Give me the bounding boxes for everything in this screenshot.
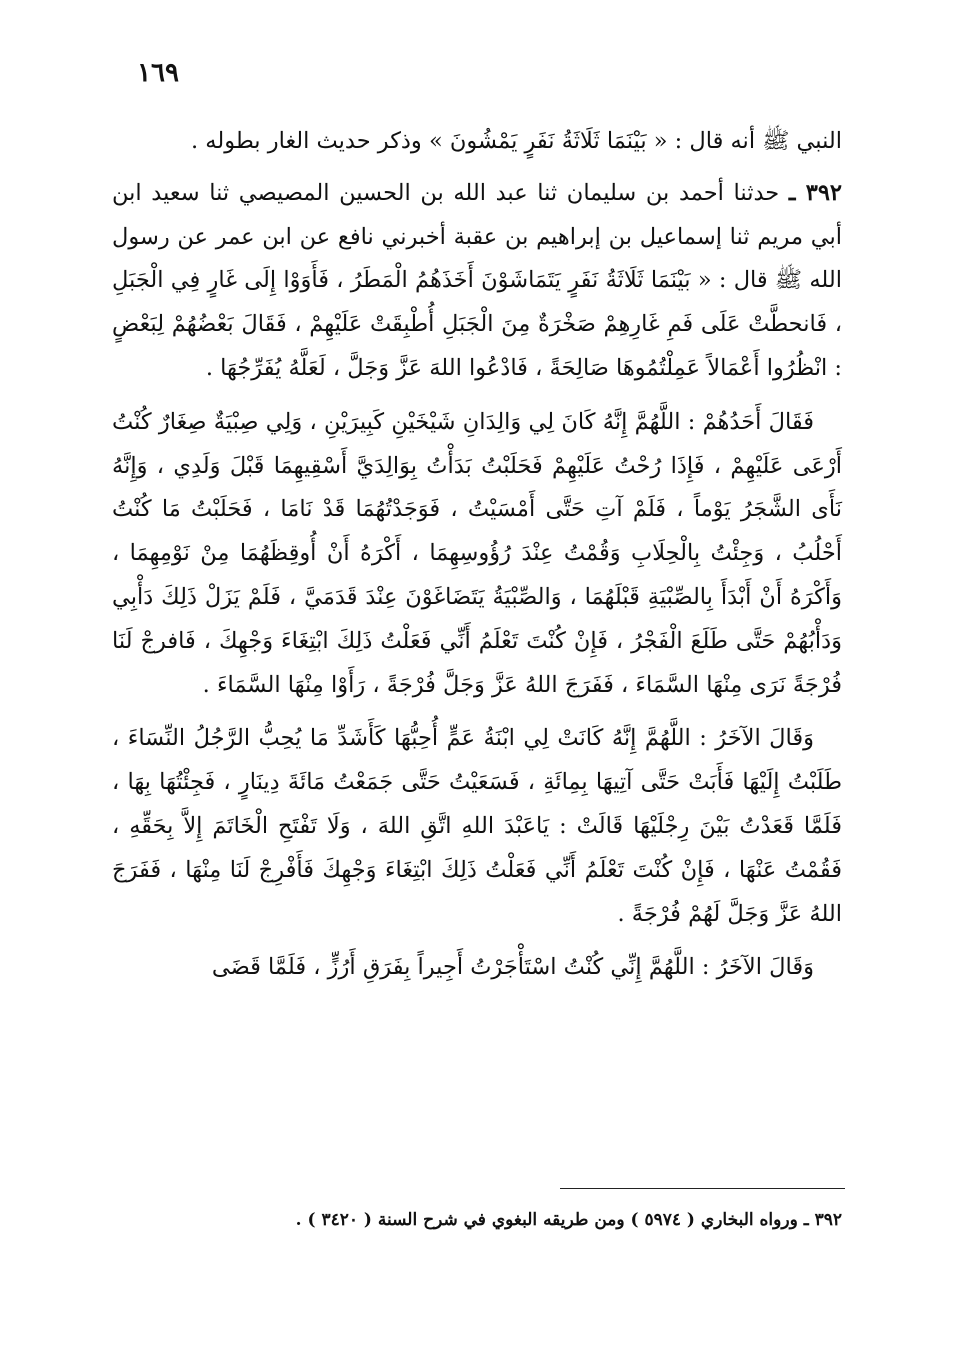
hadith-paragraph <box>112 172 842 391</box>
hadith-number: ٣٩٢ ـ <box>788 179 843 206</box>
first-story-paragraph: فَقَالَ أَحَدُهُمْ : اللَّهُمَّ إِنَّهُ كَانَ لِي وَالِدَانِ شَيْخَيْنِ كَبِيرَيْنِ ، وَلِي صِبْيَةٌ صِغَارٌ كُنْتُ أَرْعَى عَلَيْهِمْ ، فَإِذَا رُحْتُ عَلَيْهِمْ فَحَلَبْتُ بَدَأْتُ بِوَالِدَيَّ أَسْقِيهِمَا قَبْلَ وَلَدِي ، وَإِنَّهُ نَأَى الشَّجَرُ يَوْماً ، فَلَمْ آتِ حَتَّى أَمْسَيْتُ ، فَوَجَدْتُهُمَا قَدْ نَامَا ، فَحَلَبْتُ مَا كُنْتُ أَحْلُبُ ، وَجِئْتُ بِالْحِلَابِ وَقُمْتُ عِنْدَ رُؤُوسِهِمَا ، أَكْرَهُ أَنْ أُوقِظَهُمَا مِنْ نَوْمِهِمَا ، وَأَكْرَهُ أَنْ أَبْدَأَ بِالصِّبْيَةِ قَبْلَهُمَا ، وَالصِّبْيَةُ يَتَضَاغَوْنَ عِنْدَ قَدَمَيَّ ، فَلَمْ يَزَلْ ذَلِكَ دَأْبِي وَدَأْبُهُمْ حَتَّى طَلَعَ الْفَجْرُ ، فَإِنْ كُنْتَ تَعْلَمُ أَنِّي فَعَلْتُ ذَلِكَ ابْتِغَاءَ وَجْهِكَ ، فَافرجْ لَنَا فُرْجَةً نَرَى مِنْهَا السَّمَاءَ ، فَفَرَجَ اللهُ عَزَّ وَجَلَّ فُرْجَةً ، رَأَوْا مِنْهَا السَّمَاءَ . <box>112 408 842 698</box>
hadith-text: حدثنا أحمد بن سليمان ثنا عبد الله بن الحسين المصيصي ثنا سعيد ابن أبي مريم ثنا إسماعيل بن إبراهيم بن عقبة أخبرني نافع عن ابن عمر عن رسول الله ﷺ قال : « بَيْنَمَا ثَلَاثَةُ نَفَرٍ يَتَمَاشَوْنَ أَخَذَهُمُ الْمَطَرُ ، فَأَوَوْا إِلَى غَارٍ فِي الْجَبَلِ ، فَانحطَّتْ عَلَى فَمِ غَارِهِمْ صَخْرَةٌ مِنَ الْجَبَلِ أُطْبِقَتْ عَلَيْهِمْ ، فَقَالَ بَعْضُهُمْ لِبَعْضٍ : انْظُرُوا أَعْمَالاً عَمِلْتُمُوهَا صَالِحَةً ، فَادْعُوا اللهَ عَزَّ وَجَلَّ ، لَعَلَّهُ يُفَرِّجُهَا . <box>112 179 842 381</box>
main-text <box>112 120 842 990</box>
third-story-paragraph: وَقَالَ الآخَرُ : اللَّهُمَّ إِنِّي كُنْتُ اسْتَأْجَرْتُ أَجِيراً بِفَرَقِ أَرُزٍّ ، فَلَمَّا قَضَى <box>211 954 814 981</box>
footnote: ٣٩٢ ـ ورواه البخاري ( ٥٩٧٤ ) ومن طريقه البغوي في شرح السنة ( ٣٤٢٠ ) . <box>295 1210 842 1230</box>
page-number: ١٦٩ <box>137 58 179 88</box>
intro-paragraph: النبي ﷺ أنه قال : « بَيْنَمَا ثَلَاثَةُ نَفَرٍ يَمْشُونَ » وذكر حديث الغار بطوله . <box>191 128 842 154</box>
footnote-divider <box>560 1188 845 1189</box>
second-story-paragraph: وَقَالَ الآخَرُ : اللَّهُمَّ إِنَّهُ كَانَتْ لِي ابْنَةُ عَمٍّ أُحِبُّهَا كَأَشَدِّ مَا يُحِبُّ الرَّجُلُ النِّسَاءَ ، طَلَبْتُ إِلَيْهَا فَأَبَتْ حَتَّى آتِيهَا بِمِائَةِ ، فَسَعَيْتُ حَتَّى جَمَعْتُ مَائَةَ دِينَارٍ ، فَجِئْتُهَا بِهَا ، فَلَمَّا قَعَدْتُ بَيْنَ رِجْلَيْهَا قَالَتْ : يَاعَبْدَ اللهِ اتَّقِ اللهَ ، وَلَا تَفْتَحِ الْخَاتَمَ إِلاَّ بِحَقِّهِ ، فَقُمْتُ عَنْهَا ، فَإِنْ كُنْتَ تَعْلَمُ أَنِّي فَعَلْتُ ذَلِكَ ابْتِغَاءَ وَجْهِكَ فَأَفْرِجْ لَنَا مِنْهَا ، فَفَرَجَ اللهُ عَزَّ وَجَلَّ لَهُمْ فُرْجَةً . <box>112 725 842 927</box>
